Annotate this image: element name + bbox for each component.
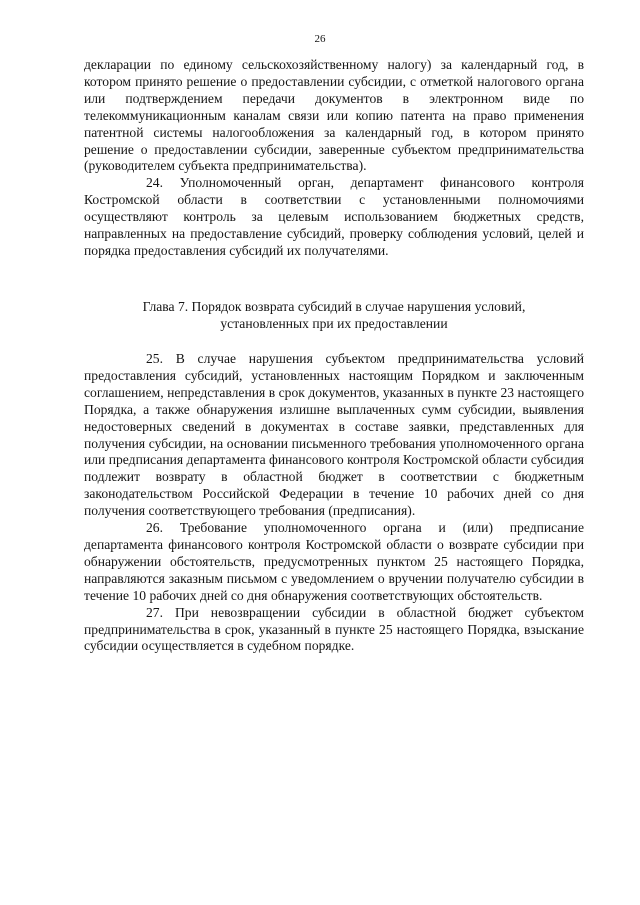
text-block-bottom bbox=[84, 351, 584, 655]
chapter-heading bbox=[84, 298, 584, 332]
paragraph-27: 27. При невозвращении субсидии в областной бюджет субъектом предпринимательства в срок, указанный в пункте 25 настоящего Порядка, взыскание субсидии осуществляется в судебном порядке. bbox=[84, 604, 584, 654]
paragraph-25: 25. В случае нарушения субъектом предпринимательства условий предоставления субсидий, установленных настоящим Порядком и заключенным соглашением, непредставления в срок документов, указанных в пункте 23 настоящего Порядка, а также обнаружения излишне выплаченных сумм субсидии, выявления недостоверных сведений в документах в составе заявки, представленных для получения субсидии, на основании письменного требования уполномоченного органа или предписания департамента финансового контроля Костромской области субсидия подлежит возврату в областной бюджет в соответствии с бюджетным законодательством Российской Федерации в течение 10 рабочих дней со дня получения соответствующего требования (предписания). bbox=[84, 351, 585, 519]
paragraph-continuation: декларации по единому сельскохозяйственному налогу) за календарный год, в котором принято решение о предоставлении субсидии, с отметкой налогового органа или подтверждением передачи документов в электронном виде по телекоммуникационным каналам связи или копию патента на право применения патентной системы налогообложения за календарный год, в котором принято решение о предоставлении субсидии, заверенные субъектом предпринимательства (руководителем субъекта предпринимательства). bbox=[84, 57, 584, 174]
text-block-top bbox=[84, 57, 584, 260]
page-number: 26 bbox=[314, 33, 326, 45]
chapter-heading-line-1: Глава 7. Порядок возврата субсидий в случае нарушения условий, bbox=[142, 299, 526, 314]
paragraph-24: 24. Уполномоченный орган, департамент финансового контроля Костромской области в соответствии с установленными полномочиями осуществляют контроль за целевым использованием бюджетных средств, направленных на предоставление субсидий, проверку соблюдения условий, целей и порядка предоставления субсидий их получателями. bbox=[84, 175, 584, 258]
paragraph-26: 26. Требование уполномоченного органа и (или) предписание департамента финансового контроля Костромской области о возврате субсидии при обнаружении обстоятельств, предусмотренных пунктом 25 настоящего Порядка, направляются заказным письмом с уведомлением о вручении получателю субсидии в течение 10 рабочих дней со дня обнаружения соответствующих обстоятельств. bbox=[84, 520, 584, 603]
chapter-heading-line-2: установленных при их предоставлении bbox=[220, 316, 448, 331]
